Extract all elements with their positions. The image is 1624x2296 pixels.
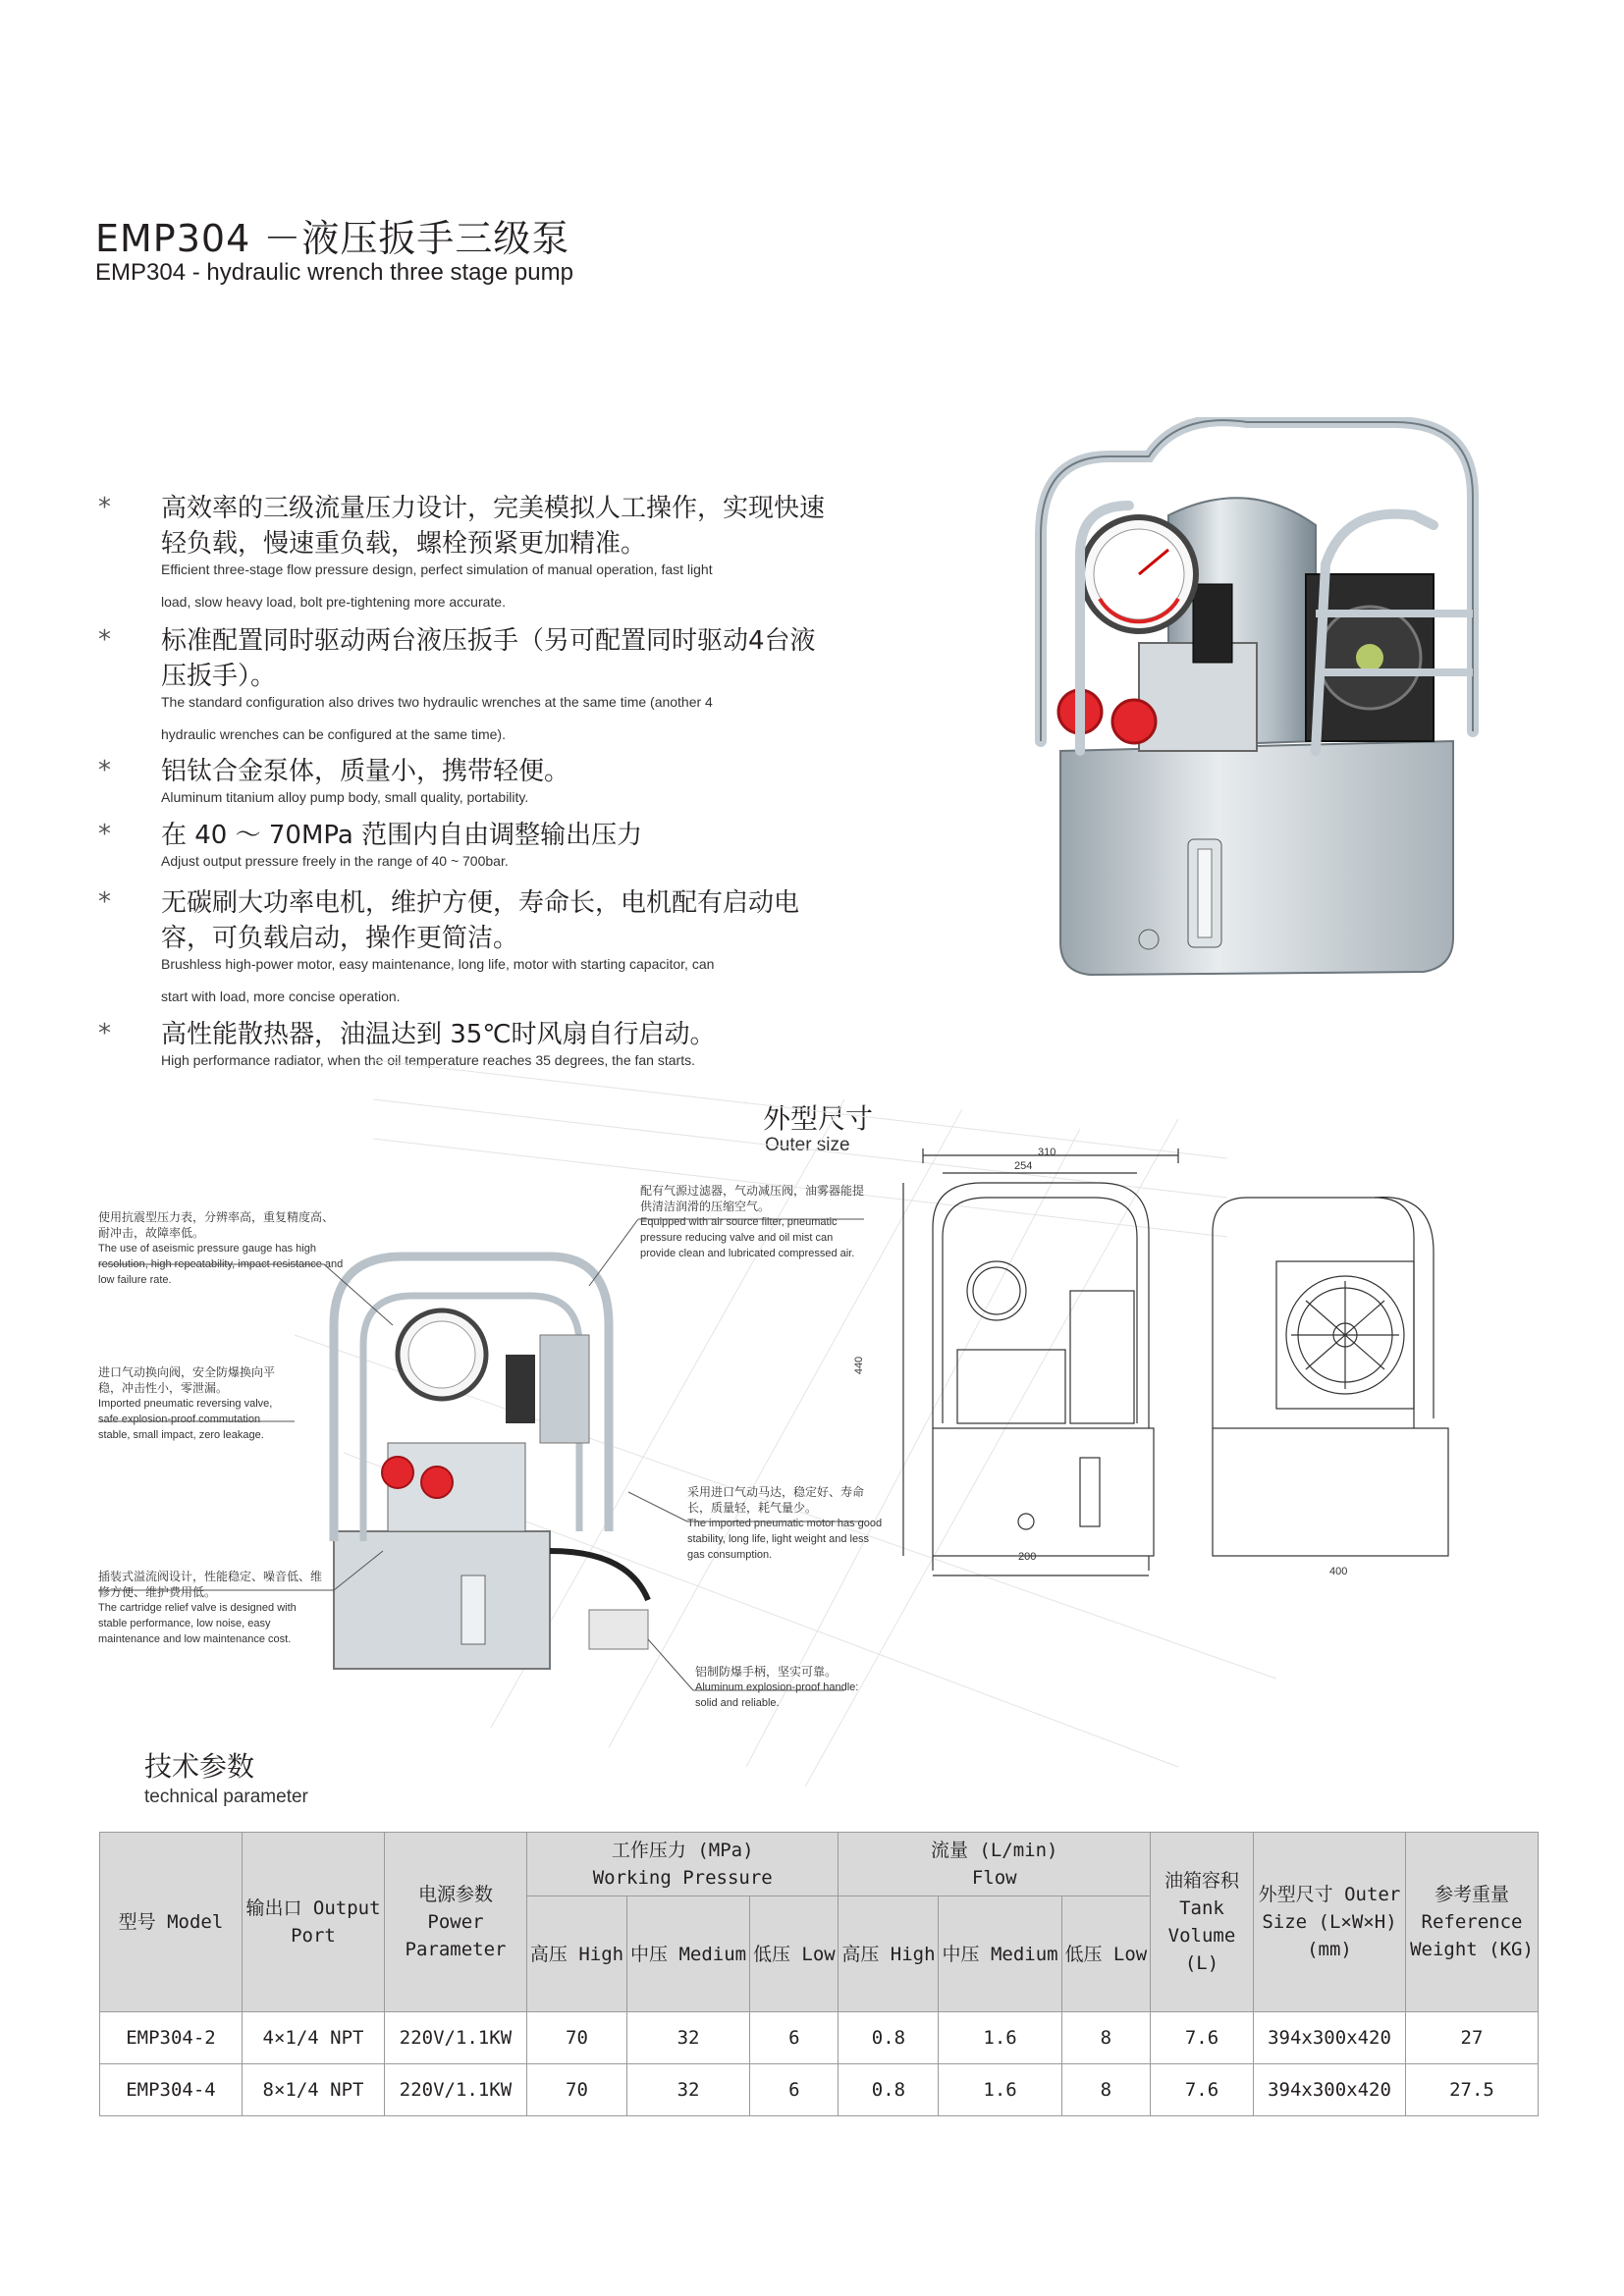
feature-text-en: The standard configuration also drives two hydraulic wrenches at the same time (another 4 (161, 694, 713, 710)
th-pressure-high: 高压 High (527, 1896, 627, 2012)
feature-text-cn: 铝钛合金泵体，质量小，携带轻便。 (161, 757, 570, 786)
table-cell: 1.6 (939, 2012, 1061, 2064)
feature-text-en: Aluminum titanium alloy pump body, small quality, portability. (161, 789, 529, 805)
th-flow-medium: 中压 Medium (939, 1896, 1061, 2012)
dim-254: 254 (1014, 1160, 1033, 1172)
tech-subtitle: technical parameter (144, 1787, 308, 1807)
callout-gauge-cn: 使用抗震型压力表，分辨率高，重复精度高、耐冲击，故障率低。 (98, 1210, 335, 1240)
th-port: 输出口 Output Port (243, 1833, 385, 2012)
bullet-star-icon: * (98, 1019, 111, 1048)
table-cell: EMP304-4 (100, 2064, 243, 2116)
bullet-star-icon: * (98, 625, 111, 655)
table-cell: 6 (750, 2012, 839, 2064)
page-title: EMP304 －液压扳手三级泵 (95, 217, 570, 260)
dimension-drawing (844, 1144, 1522, 1585)
th-pressure (527, 1833, 839, 1896)
table-cell: 4×1/4 NPT (243, 2012, 385, 2064)
callout-gauge-en: The use of aseismic pressure gauge has high resolution, high repeatability, impact resistance and low failure rate. (98, 1243, 344, 1286)
table-cell: 0.8 (839, 2012, 939, 2064)
callout-relief-en: The cartridge relief valve is designed with stable performance, low noise, easy maintenance and low maintenance cost. (98, 1602, 297, 1645)
table-cell: 70 (527, 2064, 627, 2116)
th-size: 外型尺寸 Outer Size (L×W×H) (mm) (1254, 1833, 1406, 2012)
th-model: 型号 Model (100, 1833, 243, 2012)
callout-handle-en: Aluminum explosion-proof handle: solid and reliable. (695, 1682, 859, 1709)
table-cell: 8 (1061, 2064, 1150, 2116)
th-weight: 参考重量 Reference Weight (KG) (1406, 1833, 1539, 2012)
th-pressure-low: 低压 Low (750, 1896, 839, 2012)
outer-size-subtitle: Outer size (765, 1135, 850, 1155)
callout-motor-en: The imported pneumatic motor has good stability, long life, light weight and less gas consumption. (687, 1518, 883, 1561)
dim-440: 440 (853, 1356, 866, 1375)
feature-text-cn: 无碳刷大功率电机，维护方便，寿命长，电机配有启动电容，可负载启动，操作更简洁。 (161, 888, 800, 953)
table-cell: 394x300x420 (1254, 2064, 1406, 2116)
feature-text-en: Brushless high-power motor, easy maintenance, long life, motor with starting capacitor, can (161, 956, 715, 972)
th-power: 电源参数 Power Parameter (385, 1833, 527, 2012)
tech-title: 技术参数 (144, 1750, 255, 1783)
callout-filter-en: Equipped with air source filter, pneumatic pressure reducing valve and oil mist can provide clean and lubricated compressed air. (640, 1216, 855, 1259)
th-flow-en: Flow (971, 1867, 1017, 1889)
feature-text-en: start with load, more concise operation. (161, 988, 401, 1004)
bullet-star-icon: * (98, 493, 111, 522)
callout-relief-cn: 插装式溢流阀设计，性能稳定、噪音低、维修方便、维护费用低。 (98, 1570, 323, 1599)
table-cell: 394x300x420 (1254, 2012, 1406, 2064)
product-photo (1021, 417, 1512, 996)
table-cell: 7.6 (1151, 2064, 1254, 2116)
feature-text-en: load, slow heavy load, bolt pre-tightening more accurate. (161, 594, 506, 610)
dim-310: 310 (1038, 1147, 1056, 1158)
table-cell: 1.6 (939, 2064, 1061, 2116)
spec-table-body (100, 2012, 1539, 2116)
callout-filter-cn: 配有气源过滤器，气动减压阀，油雾器能提供清洁润滑的压缩空气。 (640, 1184, 865, 1213)
table-cell: 6 (750, 2064, 839, 2116)
table-row (100, 2064, 1539, 2116)
table-row (100, 2012, 1539, 2064)
table-cell: 7.6 (1151, 2012, 1254, 2064)
page-subtitle: EMP304 - hydraulic wrench three stage pump (95, 259, 573, 286)
table-cell: 32 (626, 2064, 749, 2116)
table-cell: 220V/1.1KW (385, 2012, 527, 2064)
feature-text-en: hydraulic wrenches can be configured at the same time). (161, 726, 506, 742)
feature-text-cn: 在 40 ～ 70MPa 范围内自由调整输出压力 (161, 821, 643, 850)
bullet-star-icon: * (98, 887, 111, 917)
th-flow-cn: 流量 (L/min) (930, 1840, 1058, 1861)
table-cell: EMP304-2 (100, 2012, 243, 2064)
feature-text-en: High performance radiator, when the oil temperature reaches 35 degrees, the fan starts. (161, 1052, 695, 1068)
th-pressure-medium: 中压 Medium (626, 1896, 749, 2012)
table-cell: 0.8 (839, 2064, 939, 2116)
feature-text-cn: 高性能散热器，油温达到 35℃时风扇自行启动。 (161, 1020, 716, 1049)
table-cell: 27 (1406, 2012, 1539, 2064)
dim-400: 400 (1329, 1566, 1348, 1577)
th-flow (839, 1833, 1151, 1896)
feature-text-cn: 高效率的三级流量压力设计，完美模拟人工操作，实现快速轻负载，慢速重负载，螺栓预紧更加精准。 (161, 494, 826, 559)
table-cell: 27.5 (1406, 2064, 1539, 2116)
callout-leaders (0, 1178, 884, 1728)
th-flow-low: 低压 Low (1061, 1896, 1150, 2012)
th-pressure-en: Working Pressure (592, 1867, 773, 1889)
table-cell: 8×1/4 NPT (243, 2064, 385, 2116)
dim-200: 200 (1018, 1551, 1037, 1563)
callout-handle-cn: 铝制防爆手柄，坚实可靠。 (695, 1665, 838, 1679)
feature-text-en: Efficient three-stage flow pressure design, perfect simulation of manual operation, fast light (161, 561, 713, 577)
bullet-star-icon: * (98, 756, 111, 785)
bullet-star-icon: * (98, 820, 111, 849)
th-pressure-cn: 工作压力 (MPa) (611, 1840, 754, 1861)
callout-valve-en: Imported pneumatic reversing valve, safe explosion-proof commutation stable, small impact, zero leakage. (98, 1398, 273, 1441)
th-flow-high: 高压 High (839, 1896, 939, 2012)
callout-motor-cn: 采用进口气动马达，稳定好、寿命长，质量轻，耗气量少。 (687, 1485, 865, 1515)
feature-text-en: Adjust output pressure freely in the range of 40 ~ 700bar. (161, 853, 509, 869)
feature-text-cn: 标准配置同时驱动两台液压扳手（另可配置同时驱动4台液压扳手）。 (161, 626, 816, 691)
th-tank: 油箱容积 Tank Volume (L) (1151, 1833, 1254, 2012)
table-cell: 32 (626, 2012, 749, 2064)
outer-size-title: 外型尺寸 (763, 1102, 874, 1135)
table-cell: 220V/1.1KW (385, 2064, 527, 2116)
spec-table (99, 1832, 1539, 2116)
callout-valve-cn: 进口气动换向阀，安全防爆换向平稳，冲击性小，零泄漏。 (98, 1365, 276, 1395)
table-cell: 70 (527, 2012, 627, 2064)
table-cell: 8 (1061, 2012, 1150, 2064)
